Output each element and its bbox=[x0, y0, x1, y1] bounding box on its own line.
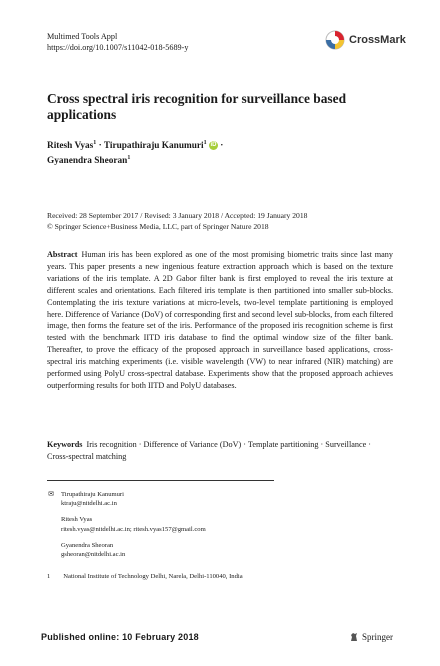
correspondent-name: Gyanendra Sheoran bbox=[61, 541, 114, 549]
author-list bbox=[47, 137, 347, 167]
abstract-section bbox=[47, 249, 393, 392]
published-online: Published online: 10 February 2018 bbox=[41, 632, 199, 642]
envelope-icon: ✉ bbox=[48, 490, 54, 498]
history-dates: Received: 28 September 2017 / Revised: 3 January 2018 / Accepted: 19 January 2018 bbox=[47, 211, 308, 220]
correspondent-name: Ritesh Vyas bbox=[61, 516, 93, 524]
abstract-text: Human iris has been explored as one of the most promising biometric traits since last many years. This paper presents a new ingenious feature extraction approach which is based on the texture variations of the iris template. A 2D Gabor filter bank is first employed to reveal the iris texture at different scales and orientations. Each filtered iris template is then partitioned into smaller sub-blocks. Contemplating the iris texture variations at micro-levels, two-level template partitioning is employed here. Difference of Variance (DoV) of corresponding first and second level sub-blocks, from each filtered image, then forms the feature set of the iris. Performance of the proposed iris recognition scheme is first tested with the benchmark IITD iris database to find the optimal window size of the filter bank. Thereafter, to prove the efficacy of the proposed approach in surveillance based applications, cross-spectral iris matching experiments (i.e. visible wavelength (VW) to near infrared (NIR) matching) are performed using PolyU cross-spectral database. Experiments show that the proposed approach achieves outperforming results for both IITD and PolyU databases. bbox=[47, 250, 393, 390]
crossmark-icon bbox=[325, 30, 345, 50]
abstract-label: Abstract bbox=[47, 250, 78, 259]
journal-header bbox=[47, 31, 188, 53]
keywords-section bbox=[47, 439, 393, 463]
publisher-name: Springer bbox=[362, 632, 393, 642]
correspondent-email[interactable]: ktraju@nitdelhi.ac.in bbox=[61, 500, 117, 508]
correspondent-email[interactable]: gsheoran@nitdelhi.ac.in bbox=[61, 551, 126, 559]
author-name[interactable]: Gyanendra Sheoran bbox=[47, 156, 128, 167]
affiliation-text: National Institute of Technology Delhi, Narela, Delhi-110040, India bbox=[63, 573, 243, 580]
crossmark-badge[interactable] bbox=[325, 30, 406, 50]
keywords-label: Keywords bbox=[47, 440, 83, 449]
footnote-divider bbox=[47, 480, 274, 481]
publication-history bbox=[47, 210, 397, 232]
springer-horse-icon bbox=[349, 632, 359, 642]
crossmark-label: CrossMark bbox=[349, 34, 406, 46]
correspondent-email[interactable]: ritesh.vyas@nitdelhi.ac.in; ritesh.vyas157@gmail.com bbox=[61, 525, 206, 533]
correspondence-block bbox=[47, 490, 206, 566]
journal-name: Multimed Tools Appl bbox=[47, 32, 118, 41]
paper-title: Cross spectral iris recognition for surveillance based applications bbox=[47, 91, 347, 122]
orcid-icon[interactable]: iD bbox=[210, 142, 217, 149]
springer-logo bbox=[349, 632, 393, 642]
author-name[interactable]: Tirupathiraju Kanumuri bbox=[103, 141, 204, 152]
affiliation-marker: 1 bbox=[203, 140, 207, 146]
author-separator: · bbox=[217, 141, 224, 152]
affiliation-marker: 1 bbox=[127, 155, 131, 162]
correspondent-name: Tirupathiraju Kanumuri bbox=[61, 491, 124, 498]
keywords-text: Iris recognition · Difference of Variance (DoV) · Template partitioning · Surveillance · Cross-spectral matching bbox=[47, 440, 372, 461]
affiliation-footnote bbox=[47, 572, 243, 581]
author-name[interactable]: Ritesh Vyas bbox=[47, 141, 94, 152]
copyright-line: © Springer Science+Business Media, LLC, part of Springer Nature 2018 bbox=[47, 222, 269, 231]
doi-link[interactable]: https://doi.org/10.1007/s11042-018-5689-y bbox=[47, 43, 189, 52]
affiliation-marker: 1 bbox=[93, 140, 97, 146]
corresponding-author bbox=[47, 490, 206, 499]
affiliation-number: 1 bbox=[47, 573, 51, 580]
author-separator: · bbox=[96, 141, 104, 152]
